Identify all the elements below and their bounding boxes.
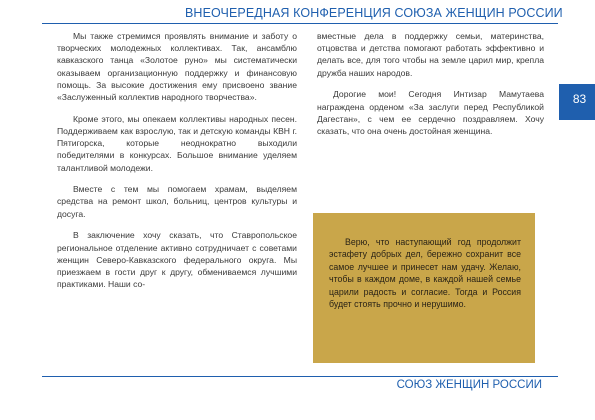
running-header-title: ВНЕОЧЕРЕДНАЯ КОНФЕРЕНЦИЯ СОЮЗА ЖЕНЩИН РОССИИ bbox=[185, 6, 563, 20]
quote-text: Верю, что наступающий год продолжит эстафету добрых дел, бережно сохранит все самое лучшее и принесет нам удачу. Желаю, чтобы в каждом доме, в каждой нашей семье царили радость и согласие. Тогда и Россия будет стоять прочно и нерушимо. bbox=[329, 237, 521, 310]
right-text-column bbox=[317, 30, 544, 147]
footer-divider bbox=[42, 376, 558, 377]
running-footer-title: СОЮЗ ЖЕНЩИН РОССИИ bbox=[396, 379, 542, 391]
paragraph: Кроме этого, мы опекаем коллективы народных песен. Поддерживаем как взрослую, так и детскую команды КВН г. Пятигорска, которые неоднократно выходили победителями в конкурсах. Большое внимание уделяем талантливой молодежи. bbox=[57, 113, 297, 173]
header-divider bbox=[42, 23, 558, 24]
paragraph: Вместе с тем мы помогаем храмам, выделяем средства на ремонт школ, больниц, центров культуры и досуга. bbox=[57, 184, 297, 219]
paragraph: Дорогие мои! Сегодня Интизар Мамутаева награждена орденом «За заслуги перед Республикой Дагестан», с чем ее сердечно поздравляем. Хочу сказать, что она очень достойная женщина. bbox=[317, 89, 544, 136]
paragraph: Мы также стремимся проявлять внимание и заботу о творческих молодежных коллективах. Так, ансамблю кавказского танца «Золотое руно» мы систематически оказываем организационную поддержку и финансовую помощь. За высокие достижения ему присвоено звание «Заслуженный коллектив народного творчества». bbox=[57, 31, 297, 103]
page-number: 83 bbox=[572, 92, 587, 106]
paragraph: В заключение хочу сказать, что Ставропольское региональное отделение активно сотрудничает с советами женщин Северо-Кавказского федерального округа. Мы приезжаем в гости друг к другу, обмениваемся лучшими практиками. Наши со- bbox=[57, 230, 297, 290]
paragraph: вместные дела в поддержку семьи, материнства, отцовства и детства помогают работать эффективно и делать все, для того чтобы на земле царил мир, крепла дружба наших народов. bbox=[317, 31, 544, 78]
left-text-column bbox=[57, 30, 297, 300]
